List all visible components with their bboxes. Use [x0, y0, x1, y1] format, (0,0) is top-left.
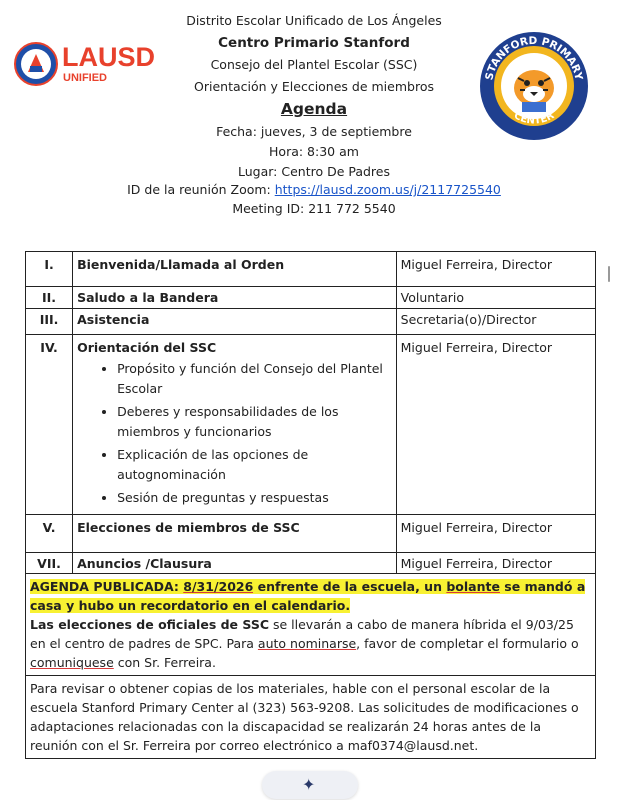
table-row: [26, 309, 596, 335]
elections-text-3: con Sr. Ferreira.: [113, 655, 216, 670]
notice-date: 8/31/2026: [183, 579, 254, 594]
notice-text-1: enfrente de la escuela, un: [253, 579, 447, 594]
row-number: VII.: [26, 553, 73, 574]
notice-bolante: bolante: [446, 579, 500, 594]
council-name: Consejo del Plantel Escolar (SSC): [210, 57, 418, 72]
zoom-line: [0, 181, 628, 199]
row-item: Asistencia: [73, 309, 397, 335]
table-row: [26, 287, 596, 309]
orientation-title: Orientación y Elecciones de miembros: [194, 79, 434, 94]
auto-nominate: auto nominarse: [257, 636, 357, 651]
row-item: Anuncios /Clausura: [73, 553, 397, 574]
comuniquese-word: comuniquese: [30, 655, 114, 670]
elections-text-1: se llevarán a cabo de manera híbrida el 9/03/25 en el centro de padres de SPC. Para: [30, 617, 574, 651]
stanford-badge: [478, 28, 590, 144]
scrollbar-thumb[interactable]: [608, 266, 610, 282]
lausd-logo-text: LAUSD: [62, 42, 155, 72]
svg-text:CENTER: [512, 110, 557, 127]
agenda-title: Agenda: [280, 100, 348, 118]
meeting-id: Meeting ID: 211 772 5540: [232, 201, 396, 216]
table-row: [26, 335, 596, 515]
sparkle-icon: ✦: [302, 775, 316, 794]
zoom-label: ID de la reunión Zoom:: [127, 182, 275, 197]
row-number: I.: [26, 252, 73, 287]
badge-top-text: STANFORD PRIMARY: [483, 34, 585, 82]
notice-label: AGENDA PUBLICADA:: [30, 579, 179, 594]
row-owner: Voluntario: [396, 287, 595, 309]
meeting-date: Fecha: jueves, 3 de septiembre: [216, 124, 412, 139]
gemini-assist-button[interactable]: [262, 771, 358, 799]
orientation-bullets: [77, 359, 392, 508]
row-owner: Miguel Ferreira, Director: [396, 515, 595, 553]
elections-title: Las elecciones de oficiales de SSC: [30, 617, 270, 632]
row-owner: Miguel Ferreira, Director: [396, 252, 595, 287]
lausd-logo-sub: UNIFIED: [63, 72, 107, 84]
list-item: • Deberes y responsabilidades de los miembros y funcionarios: [117, 402, 392, 442]
list-item: • Sesión de preguntas y respuestas: [117, 488, 392, 508]
row-owner: Miguel Ferreira, Director: [396, 553, 595, 574]
table-row: [26, 252, 596, 287]
row-number: V.: [26, 515, 73, 553]
notice-row: [26, 574, 596, 676]
meeting-place: Lugar: Centro De Padres: [237, 164, 391, 179]
table-row: [26, 515, 596, 553]
agenda-notice: [26, 574, 596, 676]
elections-text-2: , favor de completar el formulario o: [356, 636, 579, 651]
lausd-logo: [12, 38, 172, 90]
row-item: Bienvenida/Llamada al Orden: [73, 252, 397, 287]
school-name: Centro Primario Stanford: [218, 35, 410, 51]
svg-text:STANFORD PRIMARY: [483, 35, 584, 82]
zoom-link[interactable]: https://lausd.zoom.us/j/2117725540: [274, 182, 501, 197]
row-owner: Miguel Ferreira, Director: [396, 335, 595, 515]
row-item-title: Orientación del SSC: [77, 340, 217, 355]
row-number: IV.: [26, 335, 73, 515]
row-number: III.: [26, 309, 73, 335]
meeting-time: Hora: 8:30 am: [269, 144, 359, 159]
badge-bottom-text: CENTER: [511, 110, 557, 127]
row-item: Elecciones de miembros de SSC: [73, 515, 397, 553]
district-name: Distrito Escolar Unificado de Los Ángeles: [186, 13, 442, 28]
row-item: Saludo a la Bandera: [73, 287, 397, 309]
row-owner: Secretaria(o)/Director: [396, 309, 595, 335]
list-item: • Propósito y función del Consejo del Plantel Escolar: [117, 359, 392, 399]
list-item: • Explicación de las opciones de autognominación: [117, 445, 392, 485]
materials-note: Para revisar o obtener copias de los materiales, hable con el personal escolar de la escuela Stanford Primary Center al (323) 563-9208. Las solicitudes de modificaciones o adaptaciones relacionadas con la discapacidad se realizarán 24 horas antes de la reunión con el Sr. Ferreira por correo electrónico a maf0374@lausd.net.: [26, 676, 596, 759]
table-row: [26, 553, 596, 574]
agenda-table: [25, 251, 596, 759]
row-number: II.: [26, 287, 73, 309]
notice-text-2: se mandó a casa y hubo un recordatorio en el calendario.: [30, 579, 586, 613]
footer-row: [26, 676, 596, 759]
row-item: [73, 335, 397, 515]
